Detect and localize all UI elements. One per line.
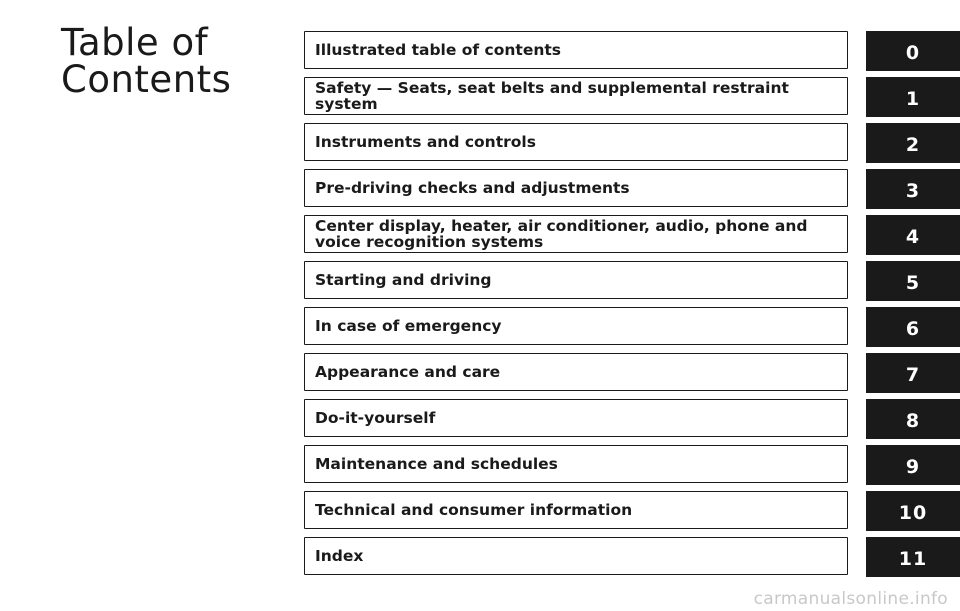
chapter-number-tab[interactable]: 3 <box>866 169 960 209</box>
toc-chapter-5[interactable] <box>304 261 960 301</box>
toc-chapter-11[interactable] <box>304 537 960 577</box>
chapter-title-box[interactable] <box>304 399 848 437</box>
page-title-line-1: Table of <box>61 21 209 64</box>
chapter-number-tab[interactable]: 9 <box>866 445 960 485</box>
chapter-title[interactable]: Appearance and care <box>315 363 501 381</box>
chapter-title-box[interactable] <box>304 353 848 391</box>
chapter-number-tab[interactable]: 11 <box>866 537 960 577</box>
toc-chapter-3[interactable] <box>304 169 960 209</box>
chapter-number-tab[interactable]: 8 <box>866 399 960 439</box>
toc-chapter-7[interactable] <box>304 353 960 393</box>
toc-chapter-2[interactable] <box>304 123 960 163</box>
chapter-title-box[interactable] <box>304 123 848 161</box>
toc-chapter-1[interactable] <box>304 77 960 117</box>
chapter-title-box[interactable] <box>304 307 848 345</box>
table-of-contents <box>304 31 960 583</box>
toc-chapter-0[interactable] <box>304 31 960 71</box>
page-title <box>61 21 232 101</box>
chapter-number-tab[interactable]: 10 <box>866 491 960 531</box>
chapter-title-box[interactable] <box>304 491 848 529</box>
chapter-number-tab[interactable]: 2 <box>866 123 960 163</box>
toc-chapter-6[interactable] <box>304 307 960 347</box>
chapter-title-box[interactable] <box>304 77 848 115</box>
chapter-number-tab[interactable]: 6 <box>866 307 960 347</box>
chapter-title[interactable]: Instruments and controls <box>315 133 536 151</box>
toc-chapter-4[interactable] <box>304 215 960 255</box>
chapter-title[interactable]: Center display, heater, air conditioner, audio, phone and voice recognition systems <box>315 217 808 251</box>
chapter-number-tab[interactable]: 0 <box>866 31 960 71</box>
chapter-title[interactable]: Safety — Seats, seat belts and supplemental restraint system <box>315 79 789 113</box>
toc-chapter-8[interactable] <box>304 399 960 439</box>
chapter-title[interactable]: Illustrated table of contents <box>315 41 562 59</box>
chapter-number-tab[interactable]: 4 <box>866 215 960 255</box>
chapter-title-box[interactable] <box>304 31 848 69</box>
chapter-title[interactable]: Technical and consumer information <box>315 501 633 519</box>
chapter-title-box[interactable] <box>304 215 848 253</box>
chapter-title[interactable]: Maintenance and schedules <box>315 455 558 473</box>
chapter-number-tab[interactable]: 5 <box>866 261 960 301</box>
chapter-title-box[interactable] <box>304 537 848 575</box>
chapter-title-box[interactable] <box>304 169 848 207</box>
toc-chapter-9[interactable] <box>304 445 960 485</box>
chapter-number-tab[interactable]: 1 <box>866 77 960 117</box>
watermark: carmanualsonline.info <box>753 589 948 609</box>
chapter-title-box[interactable] <box>304 445 848 483</box>
toc-chapter-10[interactable] <box>304 491 960 531</box>
chapter-title[interactable]: In case of emergency <box>315 317 502 335</box>
chapter-title-box[interactable] <box>304 261 848 299</box>
chapter-title[interactable]: Starting and driving <box>315 271 492 289</box>
chapter-title[interactable]: Pre-driving checks and adjustments <box>315 179 630 197</box>
chapter-title[interactable]: Do-it-yourself <box>315 409 436 427</box>
chapter-title[interactable]: Index <box>315 547 364 565</box>
page-title-line-2: Contents <box>61 58 232 101</box>
chapter-number-tab[interactable]: 7 <box>866 353 960 393</box>
